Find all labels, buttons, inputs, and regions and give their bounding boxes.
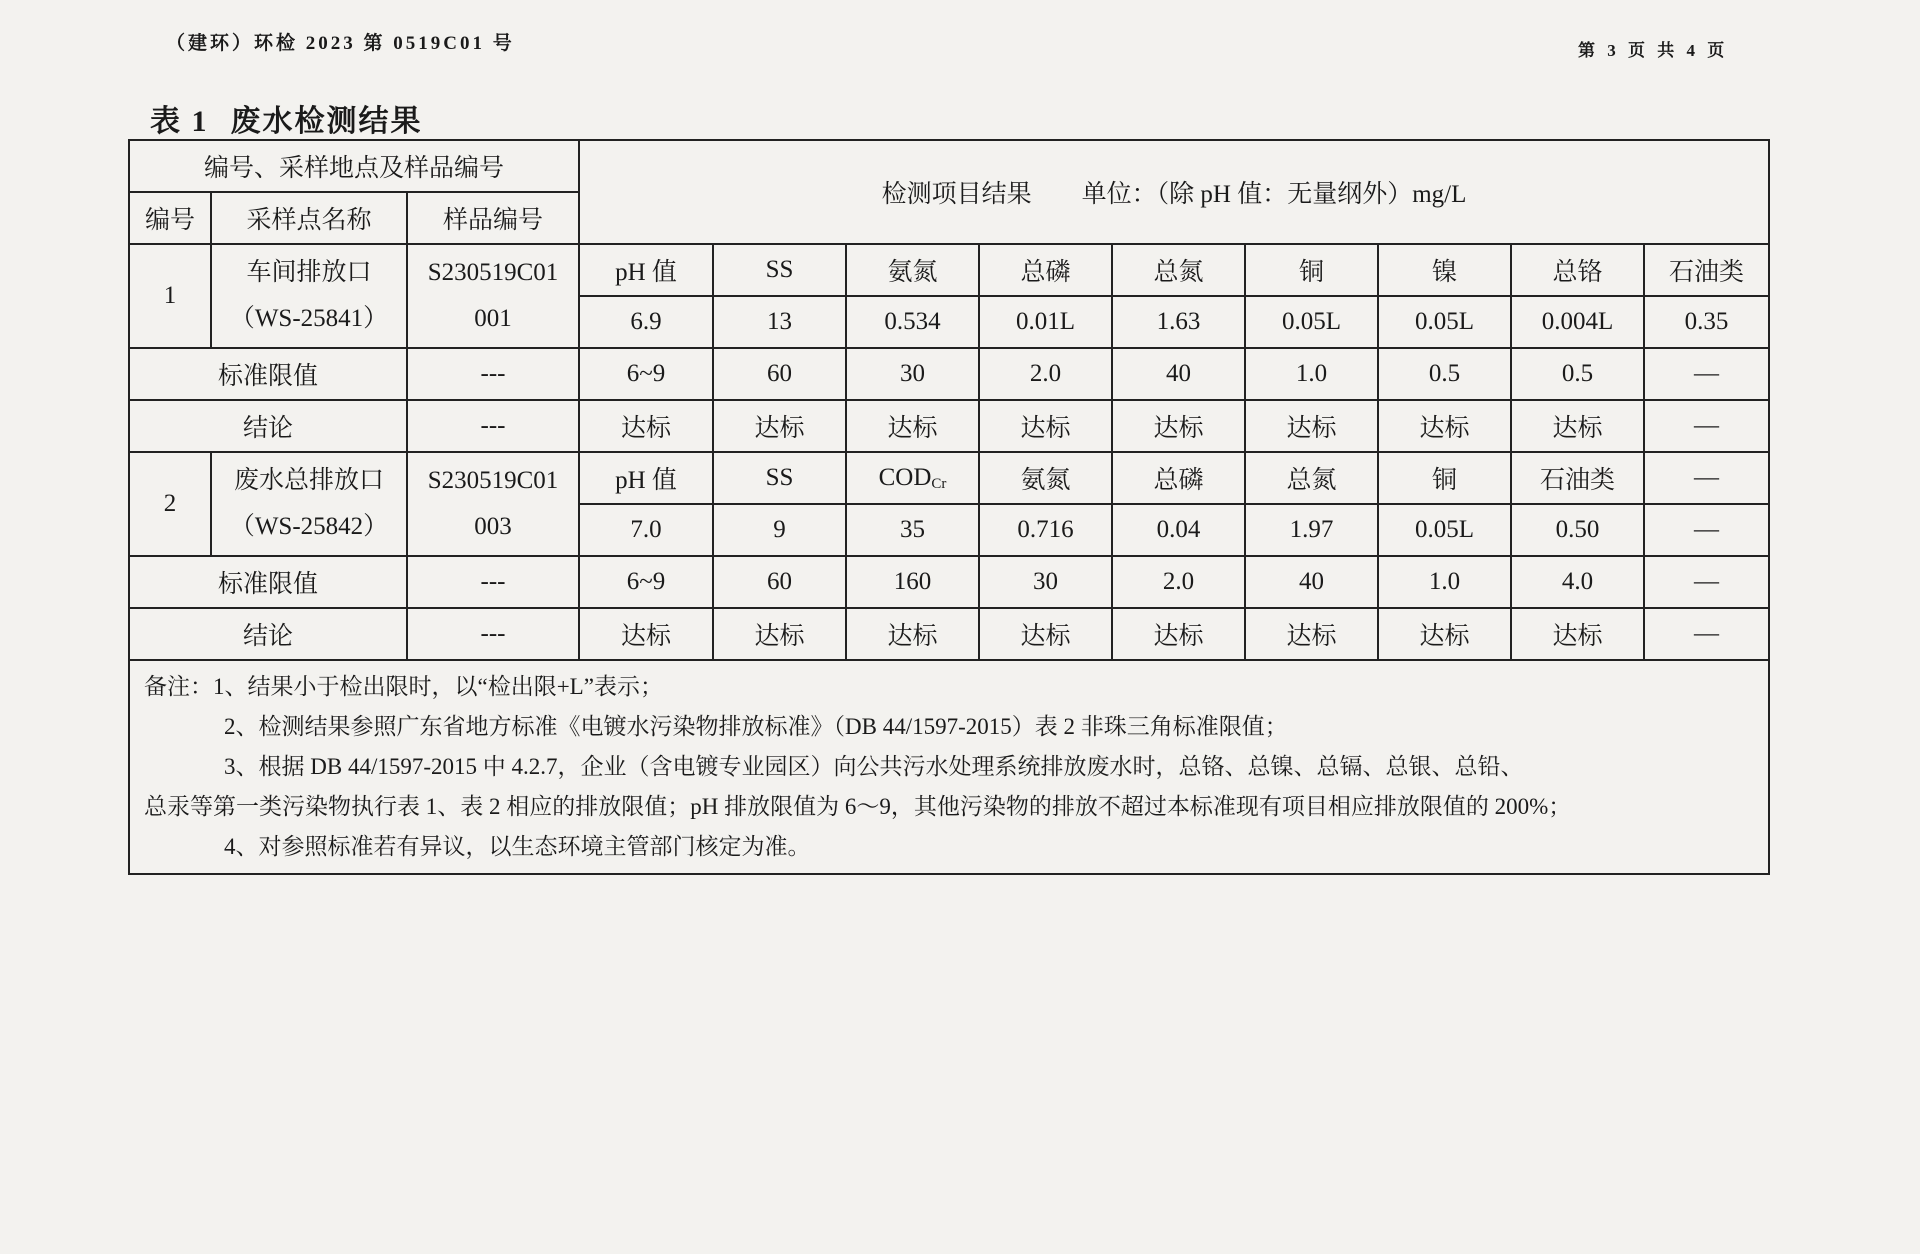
standard-cell: 0.5 [1511,348,1644,400]
table-row [129,608,1769,660]
note-4: 4、对参照标准若有异议，以生态环境主管部门核定为准。 [224,834,811,859]
conclusion-cell: 达标 [979,400,1112,452]
standard-cell: 60 [713,556,846,608]
item-cell-cod [846,452,979,504]
table-row [129,452,1769,504]
site-name [211,452,407,556]
note-2: 2、检测结果参照广东省地方标准《电镀水污染物排放标准》（DB 44/1597-2015）表 2 非珠三角标准限值； [224,714,1288,739]
result-cell: 1.63 [1112,296,1245,348]
conclusion-cell: 达标 [1112,608,1245,660]
table-title [150,96,423,140]
result-cell: 0.05L [1378,504,1511,556]
page-info: 第 3 页 共 4 页 [1578,41,1729,60]
dash-cell: --- [407,348,579,400]
table-row [129,244,1769,296]
dash-cell: --- [407,556,579,608]
sample-number [407,452,579,556]
notes-row [129,660,1769,874]
conclusion-cell: 达标 [1112,400,1245,452]
standard-cell: 2.0 [979,348,1112,400]
site-name-line1: 车间排放口 [246,259,372,286]
result-cell: 1.97 [1245,504,1378,556]
conclusion-cell: 达标 [1245,608,1378,660]
header-row-1 [129,140,1769,192]
site-name-line1: 废水总排放口 [233,467,384,494]
sample-number-line1: S230519C01 [427,259,559,286]
note-3a: 3、根据 DB 44/1597-2015 中 4.2.7，企业（含电镀专业园区）向公共污水处理系统排放废水时，总铬、总镍、总镉、总银、总铅、 [224,754,1524,779]
item-cell: pH 值 [579,244,713,296]
cod-subscript: Cr [931,475,947,492]
result-cell: 0.35 [1644,296,1769,348]
conclusion-cell: 达标 [713,400,846,452]
result-cell: 9 [713,504,846,556]
conclusion-cell: 达标 [846,400,979,452]
standard-cell: 160 [846,556,979,608]
item-cell: 总磷 [979,244,1112,296]
result-cell: 6.9 [579,296,713,348]
conclusion-label: 结论 [129,608,407,660]
result-cell: 0.534 [846,296,979,348]
standard-cell: 6~9 [579,556,713,608]
report-number: （建环）环检 2023 第 0519C01 号 [166,33,515,54]
result-cell: 35 [846,504,979,556]
result-cell: 0.01L [979,296,1112,348]
conclusion-cell: 达标 [579,400,713,452]
note-3b: 总汞等第一类污染物执行表 1、表 2 相应的排放限值；pH 排放限值为 6～9，其他污染物的排放不超过本标准现有项目相应排放限值的 200%； [144,794,1572,819]
dash-cell: --- [407,608,579,660]
item-cell: SS [713,452,846,504]
standard-label: 标准限值 [129,556,407,608]
standard-cell: 1.0 [1378,556,1511,608]
item-cell: 石油类 [1511,452,1644,504]
standard-cell: — [1644,556,1769,608]
result-cell: 0.05L [1378,296,1511,348]
table-row [129,348,1769,400]
point-number: 1 [129,244,211,348]
conclusion-label: 结论 [129,400,407,452]
col-site-header: 采样点名称 [211,192,407,244]
standard-cell: 0.5 [1378,348,1511,400]
sample-number [407,244,579,348]
result-cell: 0.04 [1112,504,1245,556]
item-cell: 石油类 [1644,244,1769,296]
standard-cell: 40 [1112,348,1245,400]
item-cell: 总磷 [1112,452,1245,504]
item-cell: SS [713,244,846,296]
standard-cell: 60 [713,348,846,400]
result-cell: 0.004L [1511,296,1644,348]
group-header: 编号、采样地点及样品编号 [129,140,579,192]
conclusion-cell: 达标 [979,608,1112,660]
sample-number-line2: 003 [474,513,512,540]
item-cell: 镍 [1378,244,1511,296]
result-cell: 0.05L [1245,296,1378,348]
note-1: 备注：1、结果小于检出限时，以“检出限+L”表示； [144,674,663,699]
table-title-text: 废水检测结果 [230,105,423,138]
standard-cell: 2.0 [1112,556,1245,608]
result-cell: 0.716 [979,504,1112,556]
notes-cell [129,660,1769,874]
standard-label: 标准限值 [129,348,407,400]
col-no-header: 编号 [129,192,211,244]
cod-label: COD [878,463,932,491]
result-cell: — [1644,504,1769,556]
conclusion-cell: 达标 [713,608,846,660]
conclusion-cell: 达标 [1378,608,1511,660]
standard-cell: 30 [846,348,979,400]
conclusion-cell: 达标 [1245,400,1378,452]
dash-cell: --- [407,400,579,452]
item-cell: 总氮 [1112,244,1245,296]
result-cell: 13 [713,296,846,348]
site-code: （WS-25842） [229,513,389,540]
standard-cell: 4.0 [1511,556,1644,608]
item-cell: pH 值 [579,452,713,504]
conclusion-cell: — [1644,608,1769,660]
conclusion-cell: 达标 [1511,608,1644,660]
standard-cell: — [1644,348,1769,400]
item-cell: — [1644,452,1769,504]
standard-cell: 30 [979,556,1112,608]
site-code: （WS-25841） [229,305,389,332]
item-cell: 氨氮 [979,452,1112,504]
sample-number-line2: 001 [474,305,512,332]
conclusion-cell: 达标 [846,608,979,660]
results-header: 检测项目结果 单位：（除 pH 值：无量纲外）mg/L [579,140,1769,244]
site-name [211,244,407,348]
sample-number-line1: S230519C01 [427,467,559,494]
wastewater-results-table [128,139,1770,875]
item-cell: 氨氮 [846,244,979,296]
item-cell: 铜 [1378,452,1511,504]
standard-cell: 6~9 [579,348,713,400]
item-cell: 总铬 [1511,244,1644,296]
table-number: 表 1 [150,105,209,138]
result-cell: 7.0 [579,504,713,556]
conclusion-cell: 达标 [579,608,713,660]
standard-cell: 1.0 [1245,348,1378,400]
item-cell: 总氮 [1245,452,1378,504]
item-cell: 铜 [1245,244,1378,296]
table-row [129,400,1769,452]
standard-cell: 40 [1245,556,1378,608]
table-row [129,556,1769,608]
conclusion-cell: 达标 [1378,400,1511,452]
point-number: 2 [129,452,211,556]
conclusion-cell: — [1644,400,1769,452]
conclusion-cell: 达标 [1511,400,1644,452]
col-sample-header: 样品编号 [407,192,579,244]
result-cell: 0.50 [1511,504,1644,556]
